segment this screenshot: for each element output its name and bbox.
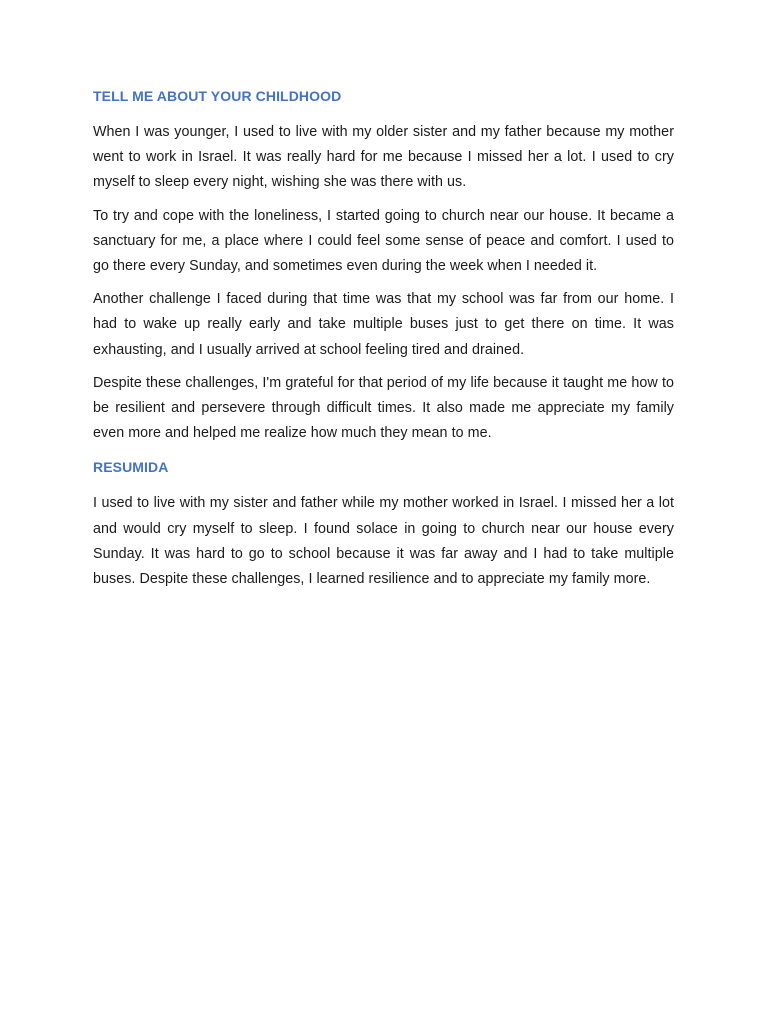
section-heading-resumida: RESUMIDA	[93, 459, 169, 476]
paragraph-4: Despite these challenges, I'm grateful for that period of my life because it taught me how to be resilient and persevere through difficult times. It also made me appreciate my family even more and helped me realize how much they mean to me.	[93, 374, 674, 442]
paragraph-1: When I was younger, I used to live with my older sister and my father because my mother went to work in Israel. It was really hard for me because I missed her a lot. I used to cry myself to sleep every night, wishing she was there with us.	[93, 124, 674, 191]
section-heading-childhood: TELL ME ABOUT YOUR CHILDHOOD	[93, 88, 342, 104]
paragraph-2: To try and cope with the loneliness, I started going to church near our house. It became a sanctuary for me, a place where I could feel some sense of peace and comfort. I used to go there every Sunday, and sometimes even during the week when I needed it.	[93, 207, 674, 275]
document-page	[93, 87, 674, 600]
paragraph-3: Another challenge I faced during that time was that my school was far from our home. I had to wake up really early and take multiple buses just to get there on time. It was exhausting, and I usually arrived at school feeling tired and drained.	[93, 291, 674, 358]
summary-paragraph: I used to live with my sister and father while my mother worked in Israel. I missed her a lot and would cry myself to sleep. I found solace in going to church near our house every Sunday. It was hard to go to school because it was far away and I had to take multiple buses. Despite these challenges, I learned resilience and to appreciate my family more.	[93, 495, 674, 588]
